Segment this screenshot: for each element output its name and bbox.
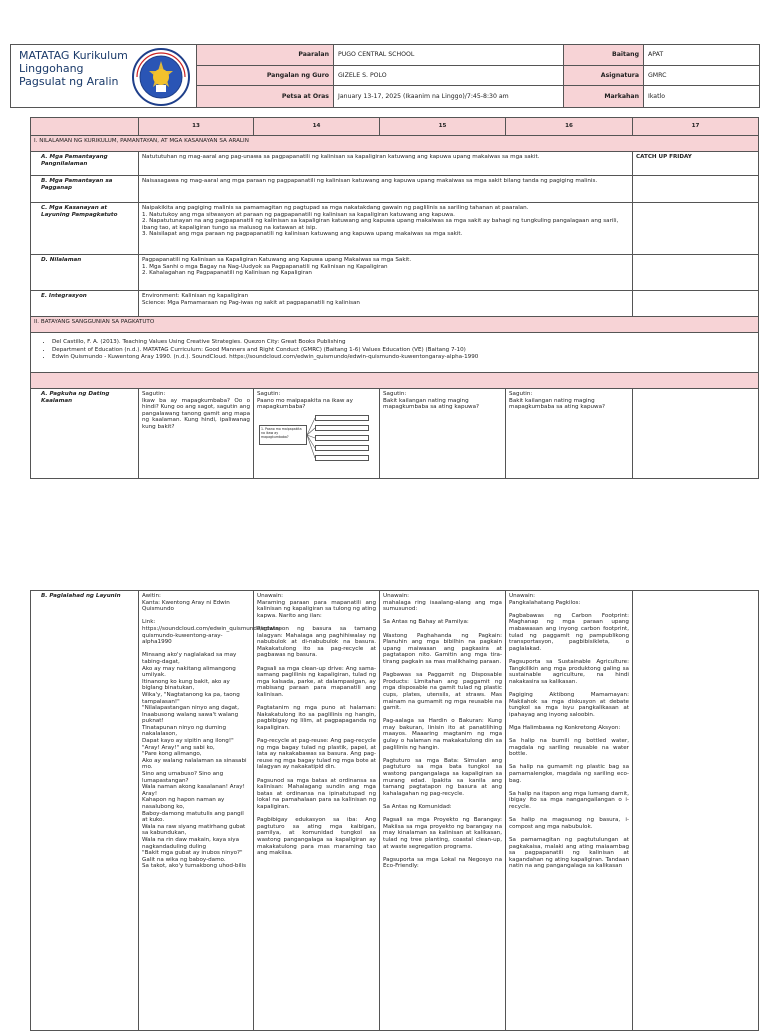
day-13-header: 13 [139,118,254,136]
performance-standard-friday [633,176,759,203]
subject-value: GMRC [643,66,759,87]
integration-text: Environment: Kalinisan ng kapaligiran Science: Mga Pamamaraan ng Pag-iwas ng sakit at pagpapanatili ng kalinisan [139,291,633,317]
school-value: PUGO CENTRAL SCHOOL [333,45,563,66]
learning-competencies-text: Naipakikita ang pagiging malinis sa pamamagitan ng pagtupad sa mga nakatakdang gawain ng paglilinis sa sariling tahanan at paaralan. 1. Natutukoy ang mga sitwasyon at paraan ng pagpapanatili ng kalinisan sa kapaligiran katuwang ang kapuwa. 2. Napatutunayan na ang pagpapanatili ng kalinisan sa kapaligiran katuwang ang kapuwa upang makaiwas sa mga sakit ay bahagi ng tungkuling pangalagaan ang sarili, ibang tao, at kapaligiran tungo sa malusog na katawan at isip. 3. Naisilapat ang mga paraan ng pagpapanatili ng kalinisan katuwang ang kapuwa upang makaiwas sa mga sakit. [139,203,633,255]
learning-competencies-friday [633,203,759,255]
subject-label: Asignatura [563,66,643,87]
lesson-header [10,44,760,108]
knowledge-map-center: 1. Paano mo maipapakita na ikaw ay mapagkumbaba? [259,425,307,445]
knowledge-map-box [315,415,369,421]
lesson-plan-table-continued [30,590,759,1031]
knowledge-map-figure [257,415,377,465]
objectives-day15: Unawain: mahalaga ring isaalang-alang ang mga sumusunod: Sa Antas ng Bahay at Pamilya: Wastong Paghahanda ng Pagkain: Planuhin ang mga bibilhin na pagkain upang maiwasan ang pagkasira at pagtatapon nito. Gamitin ang mga tira-tirang pagkain sa mas malikhaing paraan. Pagbawas sa Paggamit ng Disposable Products: Limitahan ang paggamit ng mga disposable na gamit tulad ng plastic cups, plates, utensils, at straws. Mas mainam na gumamit ng mga reusable na gamit. Pag-aalaga sa Hardin o Bakuran: Kung may bakuran, linisin ito at panatilihing maayos. Maaaring magtanim ng mga gulay o halaman na makakatulong din sa paglilinis ng hangin. Pagtuturo sa mga Bata: Simulan ang pagtuturo sa mga bata tungkol sa wastong pangangalaga sa kapaligiran sa murang edad. Ipakita sa kanila ang tamang pagtatapon ng basura at ang kahalagahan ng pag-recycle. Sa Antas ng Komunidad: Pagsali sa mga Proyekto ng Barangay: Makiisa sa mga proyekto ng barangay na may kinalaman sa kalinisan at kalikasan, tulad ng tree planting, coastal clean-up, at waste segregation programs. Pagsuporta sa mga Lokal na Negosyo na Eco-Friendly: [380,591,506,1031]
school-label: Paaralan [197,45,333,66]
prior-knowledge-day13: Sagutin: Ikaw ba ay mapagkumbaba? Oo o hindi? Kung oo ang sagot, sagutin ang pangalawang tanong gamit ang mapa ng kaalaman. Kung hindi, ipaliwanag kung bakit? [139,389,254,479]
day-16-header: 16 [506,118,633,136]
knowledge-map-box [315,435,369,441]
day-14-header: 14 [254,118,380,136]
references-cell [31,333,759,373]
reference-item: • Edwin Quismundo - Kuwentong Aray 1990. (n.d.). SoundCloud. https://soundcloud.com/edwin_quismundo/edwin-quismundo-kuwentongaray-alpha-1990 [52,354,755,361]
knowledge-map-box [315,455,369,461]
header-title-cell [11,45,197,107]
day-15-header: 15 [380,118,506,136]
objectives-day17 [633,591,759,1031]
objectives-day16: Unawain: Pangkalahatang Pagkilos: Pagbabawas ng Carbon Footprint: Maghanap ng mga paraan upang mabawasan ang inyong carbon footprint, tulad ng paggamit ng pampublikong transportasyon, pagbibisikleta, o paglalakad. Pagsuporta sa Sustainable Agriculture: Tangkilikin ang mga produktong galing sa sustainable agriculture, na hindi nakakasira sa kalikasan. Pagiging Aktibong Mamamayan: Makilahok sa mga diskusyon at debate tungkol sa mga isyu pangkalikasan at ipahayag ang inyong saloobin. Mga Halimbawa ng Konkretong Aksyon: Sa halip na bumili ng bottled water, magdala ng sariling reusable na water bottle. Sa halip na gumamit ng plastic bag sa pamamalengke, magdala ng sariling eco-bag. Sa halip na itapon ang mga lumang damit, ibigay ito sa mga nangangailangan o i-recycle. Sa halip na magsunog ng basura, i-compost ang mga nabubulok. Sa pamamagitan ng pagtutulungan at pagkakaisa, malaki ang ating maiaambag sa pagpapanatili ng kalinisan at kagandahan ng ating kapaligiran. Tandaan natin na ang pangangalaga sa kalikasan [506,591,633,1031]
references-list [34,339,755,361]
prior-knowledge-day14-text: Sagutin: Paano mo maipapakita na ikaw ay mapagkumbaba? [257,391,353,411]
day-17-header: 17 [633,118,759,136]
objectives-day13: Awitin: Kanta: Kwentong Aray ni Edwin Quismundo Link: https://soundcloud.com/edwin_quismundo/edwin-quismundo-kuwentong-aray-alpha1990 Minsang ako'y naglalakad sa may tabing-dagat, Ako ay may nakitang alimangong umiiyak. Itinanong ko kung bakit, ako ay biglang binatukan, Wika'y, "Nagtatanong ka pa, taong tampalasan!" "Nilalapastangan ninyo ang dagat, Inaabusong walang sawa't walang puknat! Tinatapunan ninyo ng duming nakalalason, Dapat kayo ay sipitin ang ilong!" "Aray! Aray!" ang sabi ko, "Pare kong alimango, Ako ay walang nalalaman sa sinasabi mo. Sino ang umabuso? Sino ang lumapastangan? Wala naman akong kasalanan! Aray! Aray! Kahapon ng hapon naman ay nasalubong ko, Baboy-damong matutulis ang pangil at kuko. Wala na raw siyang matirhang gubat sa kabundukan, Wala na rin daw makain, kaya siya nagkandaduling duling "Bakit mga gubat ay inubos ninyo?" Galit na wika ng baboy-damo. Sa takot, ako'y tumakbong uhod-bilis [139,591,254,1031]
content-label: D. Nilalaman [31,255,139,291]
integration-label: E. Integrasyon [31,291,139,317]
objectives-label: B. Paglalahad ng Layunin [31,591,139,1031]
header-info-grid [197,45,759,107]
objectives-day14: Unawain: Maraming paraan para mapanatili ang kalinisan ng kapaligiran sa tulong ng ating kapwa. Narito ang ilan: Pagtatapon ng basura sa tamang lalagyan: Mahalaga ang paghihiwalay ng nabubulok at di-nabubulok na basura. Makakatulong ito sa pag-recycle at pagbawas ng basura. Pagsali sa mga clean-up drive: Ang sama-samang paglilinis ng kapaligiran, tulad ng mga kalsada, parke, at dalampasigan, ay mabisang paraan para mapanatili ang kalinisan. Pagtatanim ng mga puno at halaman: Nakakatulong ito sa paglilinis ng hangin, pagbibigay ng lilim, at pagpapaganda ng kapaligiran. Pag-recycle at pag-reuse: Ang pag-recycle ng mga bagay tulad ng plastik, papel, at lata ay nakakabawas sa basura. Ang pag-reuse ng mga bagay tulad ng mga bote at lalagyan ay nakakatipid din. Pagsunod sa mga batas at ordinansa sa kalinisan: Mahalagang sundin ang mga batas at ordinansa na ipinatutupad ng lokal na pamahalaan para sa kalinisan ng kapaligiran. Pagbibigay edukasyon sa iba: Ang pagtuturo sa ating mga kaibigan, pamilya, at komunidad tungkol sa wastong pangangalaga sa kapaligiran ay makakatulong para mas maraming tao ang makiisa. [254,591,380,1031]
content-text: Pagpapanatili ng Kalinisan sa Kapaligiran Katuwang ang Kapuwa upang Makaiwas sa mga Sakit. 1. Mga Sanhi o mga Bagay na Nag-Uudyok sa Pagpapanatili ng Kalinisan ng Kapaligiran 2. Kahalagahan ng Pagpapanatili ng Kalinisan ng Kapaligiran [139,255,633,291]
prior-knowledge-day15: Sagutin: Bakit kailangan nating maging mapagkumbaba sa ating kapuwa? [380,389,506,479]
catch-up-friday: CATCH UP FRIDAY [633,152,759,176]
procedure-band [31,373,759,389]
date-time-value: January 13-17, 2025 (Ikaanim na Linggo)/7:45-8:30 am [333,86,563,107]
performance-standard-text: Naisasagawa ng mag-aaral ang mga paraan ng pagpapanatili ng kalinisan katuwang ang kapuwa upang makaiwas sa mga sakit bilang tanda ng pagiging malinis. [139,176,633,203]
knowledge-map-box [315,445,369,451]
lesson-plan-table [30,117,759,479]
grade-label: Baitang [563,45,643,66]
prior-knowledge-day14 [254,389,380,479]
days-header-blank [31,118,139,136]
header-title: MATATAG Kurikulum Linggohang Pagsulat ng Aralin [19,49,128,88]
section-one-heading: I. NILALAMAN NG KURIKULUM, PAMANTAYAN, AT MGA KASANAYAN SA ARALIN [31,136,759,152]
quarter-label: Markahan [563,86,643,107]
teacher-value: GIZELE S. POLO [333,66,563,87]
content-friday [633,255,759,291]
deped-seal-icon [127,47,195,107]
knowledge-map-box [315,425,369,431]
reference-item: • Del Castillo, F. A. (2013). Teaching Values Using Creative Strategies. Quezon City: Great Books Publishing [52,339,755,346]
grade-value: APAT [643,45,759,66]
teacher-label: Pangalan ng Guro [197,66,333,87]
prior-knowledge-day17 [633,389,759,479]
learning-competencies-label: C. Mga Kasanayan at Layuning Pampagkatuto [31,203,139,255]
prior-knowledge-day16: Sagutin: Bakit kailangan nating maging mapagkumbaba sa ating kapuwa? [506,389,633,479]
date-time-label: Petsa at Oras [197,86,333,107]
prior-knowledge-label: A. Pagkuha ng Dating Kaalaman [31,389,139,479]
reference-item: • Department of Education (n.d.). MATATAG Curriculum: Good Manners and Right Conduct (GMRC) (Baitang 1-6) Values Education (VE) (Baitang 7-10) [52,347,755,354]
content-standard-label: A. Mga Pamantayang Pangnilalaman [31,152,139,176]
section-two-heading: II. BATAYANG SANGGUNIAN SA PAGKATUTO [31,317,759,333]
quarter-value: Ikatlo [643,86,759,107]
content-standard-text: Natututuhan ng mag-aaral ang pag-unawa sa pagpapanatili ng kalinisan sa kapaligiran katuwang ang kapuwa upang makaiwas sa mga sakit. [139,152,633,176]
performance-standard-label: B. Mga Pamantayan sa Pagganap [31,176,139,203]
integration-friday [633,291,759,317]
days-header-row [31,118,759,136]
